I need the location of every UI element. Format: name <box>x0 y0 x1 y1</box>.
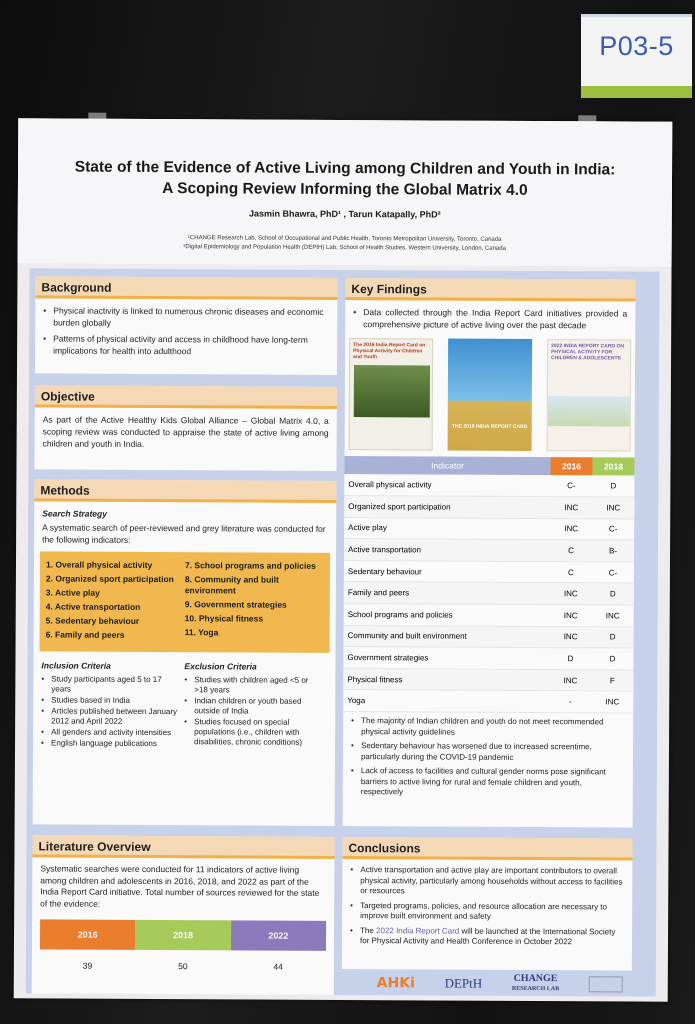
text-prefix: The <box>360 925 377 935</box>
affiliations <box>18 233 672 254</box>
list-item: • Lack of access to facilities and cultural gender norms pose significant barriers to active living for rural and female children and youth, respectively <box>351 766 625 799</box>
board-number-label <box>581 14 692 98</box>
key-findings-heading: Key Findings <box>345 278 635 302</box>
year-2018: 2018 <box>135 920 230 950</box>
cover-title: The 2016 India Report Card on Physical Activity for Children and Youth <box>353 342 426 361</box>
grade-2016: INC <box>550 626 592 648</box>
grade-2018: INC <box>592 497 634 519</box>
depth-logo: DEPtH <box>444 975 483 991</box>
cover-photo <box>354 365 430 417</box>
criteria <box>41 659 327 750</box>
year-bar <box>40 919 326 950</box>
cover-title: 2022 INDIA REPORT CARD ON PHYSICAL ACTIVITY FOR CHILDREN & ADOLESCENTS <box>551 343 625 362</box>
search-strategy-heading: Search Strategy <box>42 508 107 519</box>
poster-title <box>38 156 652 201</box>
report-card-2018-cover <box>448 339 533 451</box>
text-suffix: will be launched at the International Society for Physical Activity and Health Conference in October 2022 <box>359 926 616 947</box>
grade-2018: C- <box>592 562 634 584</box>
indicators-left <box>46 559 185 644</box>
report-card-link[interactable]: 2022 India Report Card <box>376 925 460 936</box>
list-item: • Studies with children aged <5 or >18 years <box>184 675 321 696</box>
change-logo <box>512 974 559 994</box>
table-row <box>344 560 634 583</box>
grade-2018: D <box>591 648 633 670</box>
year-2022: 2022 <box>231 920 326 950</box>
board-number: P03-5 <box>599 31 674 61</box>
grade-2016: - <box>549 691 591 713</box>
table-row <box>344 539 634 562</box>
methods-heading: Methods <box>34 479 336 503</box>
table-row <box>344 582 634 605</box>
grade-2018: D <box>592 475 634 497</box>
findings-list <box>351 716 625 799</box>
indicator-item: 2. Organized sport participation <box>45 573 174 585</box>
grade-2016: C <box>550 540 592 562</box>
table-row <box>343 668 633 691</box>
key-findings-panel <box>343 278 636 828</box>
row-label: Active transportation <box>344 539 550 562</box>
list-item: • Articles published between January 2012 and April 2022 <box>41 706 178 727</box>
indicator-item: 9. Government strategies <box>184 599 287 610</box>
change-logo-text: CHANGE <box>513 972 558 985</box>
indicator-item: 11. Yoga <box>184 627 219 638</box>
cover-title: THE 2018 INDIA REPORT CARD <box>451 423 528 430</box>
methods-panel <box>33 479 337 826</box>
poster-header <box>18 118 673 266</box>
indicators-right <box>185 560 324 645</box>
table-row <box>344 517 634 540</box>
poster <box>14 118 673 1001</box>
objective-heading: Objective <box>35 385 337 409</box>
count-2016: 39 <box>82 960 93 971</box>
table-row <box>344 604 634 627</box>
indicator-item: 10. Physical fitness <box>184 613 264 624</box>
col-2018-header: 2018 <box>592 457 634 475</box>
list-item: • Targeted programs, policies, and resource allocation are necessary to improve built environment and safety <box>350 901 624 923</box>
row-label: Physical fitness <box>343 668 549 691</box>
row-label: Government strategies <box>343 647 549 670</box>
label-accent-bar <box>581 86 692 98</box>
indicators-box <box>40 551 331 653</box>
conclusions-heading: Conclusions <box>342 837 632 861</box>
row-label: Organized sport participation <box>344 496 550 519</box>
grade-2016: INC <box>550 605 592 627</box>
conclusions-list <box>350 865 624 948</box>
list-item: • Studies focused on special populations (i.e., children with disabilities, chronic conditions) <box>184 717 321 748</box>
indicator-item: 3. Active play <box>45 587 100 598</box>
report-card-2022-cover <box>547 339 632 451</box>
title-line-1: State of the Evidence of Active Living among Children and Youth in India: <box>74 158 616 179</box>
background-panel <box>35 276 338 375</box>
table-row <box>344 496 634 519</box>
table-row <box>343 647 633 670</box>
conclusions-panel <box>342 837 633 971</box>
list-item: • Data collected through the India Report Card initiatives provided a comprehensive picture of active living over the past decade <box>353 306 627 331</box>
objective-panel <box>34 385 336 471</box>
row-label: Yoga <box>343 690 549 713</box>
indicator-item: 8. Community and built environment <box>184 574 279 596</box>
grade-2016: INC <box>549 669 591 691</box>
grade-2016: C <box>550 561 592 583</box>
list-item: • English language publications <box>41 738 178 749</box>
row-label: Family and peers <box>344 582 550 605</box>
logo-strip <box>362 972 638 995</box>
report-card-covers <box>345 334 636 452</box>
count-2018: 50 <box>178 961 188 972</box>
list-item: • Physical inactivity is linked to numerous chronic diseases and economic burden globally <box>43 304 329 329</box>
grade-2018: F <box>591 670 633 692</box>
row-label: Sedentary behaviour <box>344 560 550 583</box>
table-row <box>343 690 633 713</box>
affiliation-1: ¹CHANGE Research Lab, School of Occupational and Public Health, Toronto Metropolitan University, Toronto, Canada <box>187 235 502 243</box>
table-row <box>344 474 634 497</box>
cover-photo <box>548 396 630 426</box>
university-logo <box>589 976 623 992</box>
indicator-item: 6. Family and peers <box>45 629 125 640</box>
authors: Jasmin Bhawra, PhD¹ , Tarun Katapally, PhD² <box>248 208 441 220</box>
grades-table <box>343 456 634 714</box>
list-item: • All genders and activity intensities <box>41 727 178 738</box>
inclusion-criteria <box>41 659 184 750</box>
background-list <box>43 304 329 357</box>
row-label: Community and built environment <box>344 625 550 648</box>
exclusion-heading: Exclusion Criteria <box>184 661 257 672</box>
col-2016-header: 2016 <box>550 457 592 475</box>
indicator-column-header: Indicator <box>344 456 550 475</box>
exclusion-criteria <box>184 660 327 751</box>
literature-heading: Literature Overview <box>32 835 334 859</box>
grade-2016: INC <box>550 497 592 519</box>
list-item: • Study participants aged 5 to 17 years <box>41 674 178 695</box>
change-logo-sub: RESEARCH LAB <box>511 985 560 993</box>
list-item: • Studies based in India <box>41 695 178 706</box>
literature-panel <box>32 835 335 995</box>
grade-2016: INC <box>550 583 592 605</box>
grade-2018: B- <box>592 540 634 562</box>
list-item: • The majority of Indian children and youth do not meet recommended physical activity guidelines <box>351 716 625 738</box>
ahk-logo: AHKi <box>376 975 415 992</box>
indicator-item: 7. School programs and policies <box>184 560 316 571</box>
year-2016: 2016 <box>40 919 135 949</box>
row-label: Overall physical activity <box>344 474 550 497</box>
grade-2016: C- <box>550 475 592 497</box>
background-heading: Background <box>35 276 337 300</box>
objective-text: As part of the Active Healthy Kids Global Alliance – Global Matrix 4.0, a scoping review was conducted to appraise the state of active living among children and youth in India. <box>42 414 329 449</box>
affiliation-2: ²Digital Epidemiology and Population Health (DEPtH) Lab, School of Health Studies, Western University, London, Canada <box>183 244 506 252</box>
indicator-item: 1. Overall physical activity <box>45 559 153 571</box>
row-label: Active play <box>344 517 550 540</box>
list-item: • Patterns of physical activity and access in childhood have long-term implications for health into adulthood <box>43 332 329 357</box>
table-row <box>344 625 634 648</box>
list-item: • Indian children or youth based outside of India <box>184 696 321 717</box>
grade-2018: INC <box>591 691 633 713</box>
count-2022: 44 <box>273 961 283 972</box>
literature-text: Systematic searches were conducted for 11 indicators of active living among children and adolescents in 2016, 2018, and 2022 as part of the India Report Card initiative. Total number of sources reviewed for the state of the evidence: <box>40 863 320 909</box>
grade-2016: D <box>549 648 591 670</box>
grade-2018: D <box>592 626 634 648</box>
grade-2018: D <box>592 583 634 605</box>
list-item: • Sedentary behaviour has worsened due to increased screentime, particularly during the COVID-19 pandemic <box>351 741 625 763</box>
list-item <box>350 926 624 948</box>
report-card-2016-cover <box>349 338 434 450</box>
row-label: School programs and policies <box>344 604 550 627</box>
title-line-2: A Scoping Review Informing the Global Matrix 4.0 <box>162 180 528 199</box>
list-item: • Active transportation and active play are important contributors to overall physical activity, particularly among households without access to facilities or resources <box>350 865 624 898</box>
inclusion-heading: Inclusion Criteria <box>41 660 111 671</box>
grade-2018: C- <box>592 518 634 540</box>
indicator-item: 5. Sedentary behaviour <box>45 615 140 626</box>
methods-intro: A systematic search of peer-reviewed and grey literature was conducted for the following indicators: <box>42 522 326 545</box>
grade-2018: INC <box>592 605 634 627</box>
indicator-item: 4. Active transportation <box>45 601 141 612</box>
source-counts <box>40 959 326 972</box>
grade-2016: INC <box>550 518 592 540</box>
